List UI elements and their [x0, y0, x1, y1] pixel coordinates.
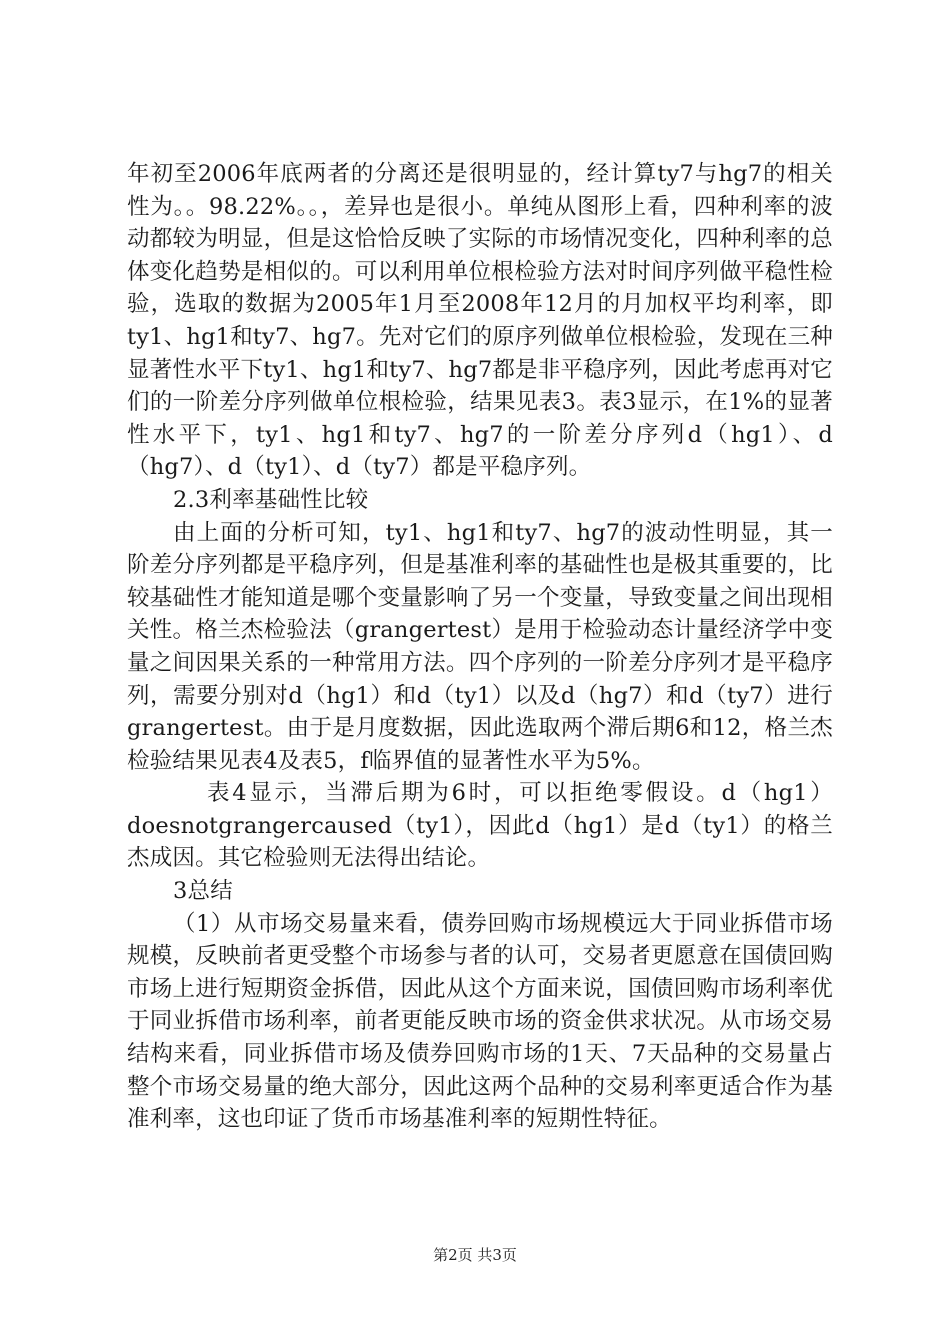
document-body [127, 158, 833, 1136]
section-heading-summary: 3总结 [173, 878, 233, 905]
page-footer: 第2页 共3页 [433, 1246, 517, 1264]
paragraph-granger-test: 由上面的分析可知，ty1、hg1和ty7、hg7的波动性明显，其一阶差分序列都是平稳序列，但是基准利率的基础性也是极其重要的，比较基础性才能知道是哪个变量影响了另一个变量，导致变量之间出现相关性。格兰杰检验法（grangertest）是用于检验动态计量经济学中变量之间因果关系的一种常用方法。四个序列的一阶差分序列才是平稳序列，需要分别对d（hg1）和d（ty1）以及d（hg7）和d（ty7）进行grangertest。由于是月度数据，因此选取两个滞后期6和12，格兰杰检验结果见表4及表5，f临界值的显著性水平为5%。 [127, 519, 833, 774]
paragraph-summary-1: （1）从市场交易量来看，债券回购市场规模远大于同业拆借市场规模，反映前者更受整个市场参与者的认可，交易者更愿意在国债回购市场上进行短期资金拆借，因此从这个方面来说，国债回购市场利率优于同业拆借市场利率，前者更能反映市场的资金供求状况。从市场交易结构来看，同业拆借市场及债券回购市场的1天、7天品种的交易量占整个市场交易量的绝大部分，因此这两个品种的交易利率更适合作为基准利率，这也印证了货币市场基准利率的短期性特征。 [127, 910, 833, 1133]
section-heading-2-3: 2.3利率基础性比较 [173, 486, 369, 513]
paragraph-correlation-analysis: 年初至2006年底两者的分离还是很明显的，经计算ty7与hg7的相关性为。。98.22%。。，差异也是很小。单纯从图形上看，四种利率的波动都较为明显，但是这恰恰反映了实际的市场情况变化，四种利率的总体变化趋势是相似的。可以利用单位根检验方法对时间序列做平稳性检验，选取的数据为2005年1月至2008年12月的月加权平均利率，即ty1、hg1和ty7、hg7。先对它们的原序列做单位根检验，发现在三种显著性水平下ty1、hg1和ty7、hg7都是非平稳序列，因此考虑再对它们的一阶差分序列做单位根检验，结果见表3。表3显示，在1%的显著性水平下，ty1、hg1和ty7、hg7的一阶差分序列d（hg1）、d（hg7）、d（ty1）、d（ty7）都是平稳序列。 [127, 161, 833, 481]
paragraph-table4-result: 表4显示，当滞后期为6时，可以拒绝零假设。d（hg1）doesnotgrangercaused（ty1），因此d（hg1）是d（ty1）的格兰杰成因。其它检验则无法得出结论。 [127, 780, 833, 872]
